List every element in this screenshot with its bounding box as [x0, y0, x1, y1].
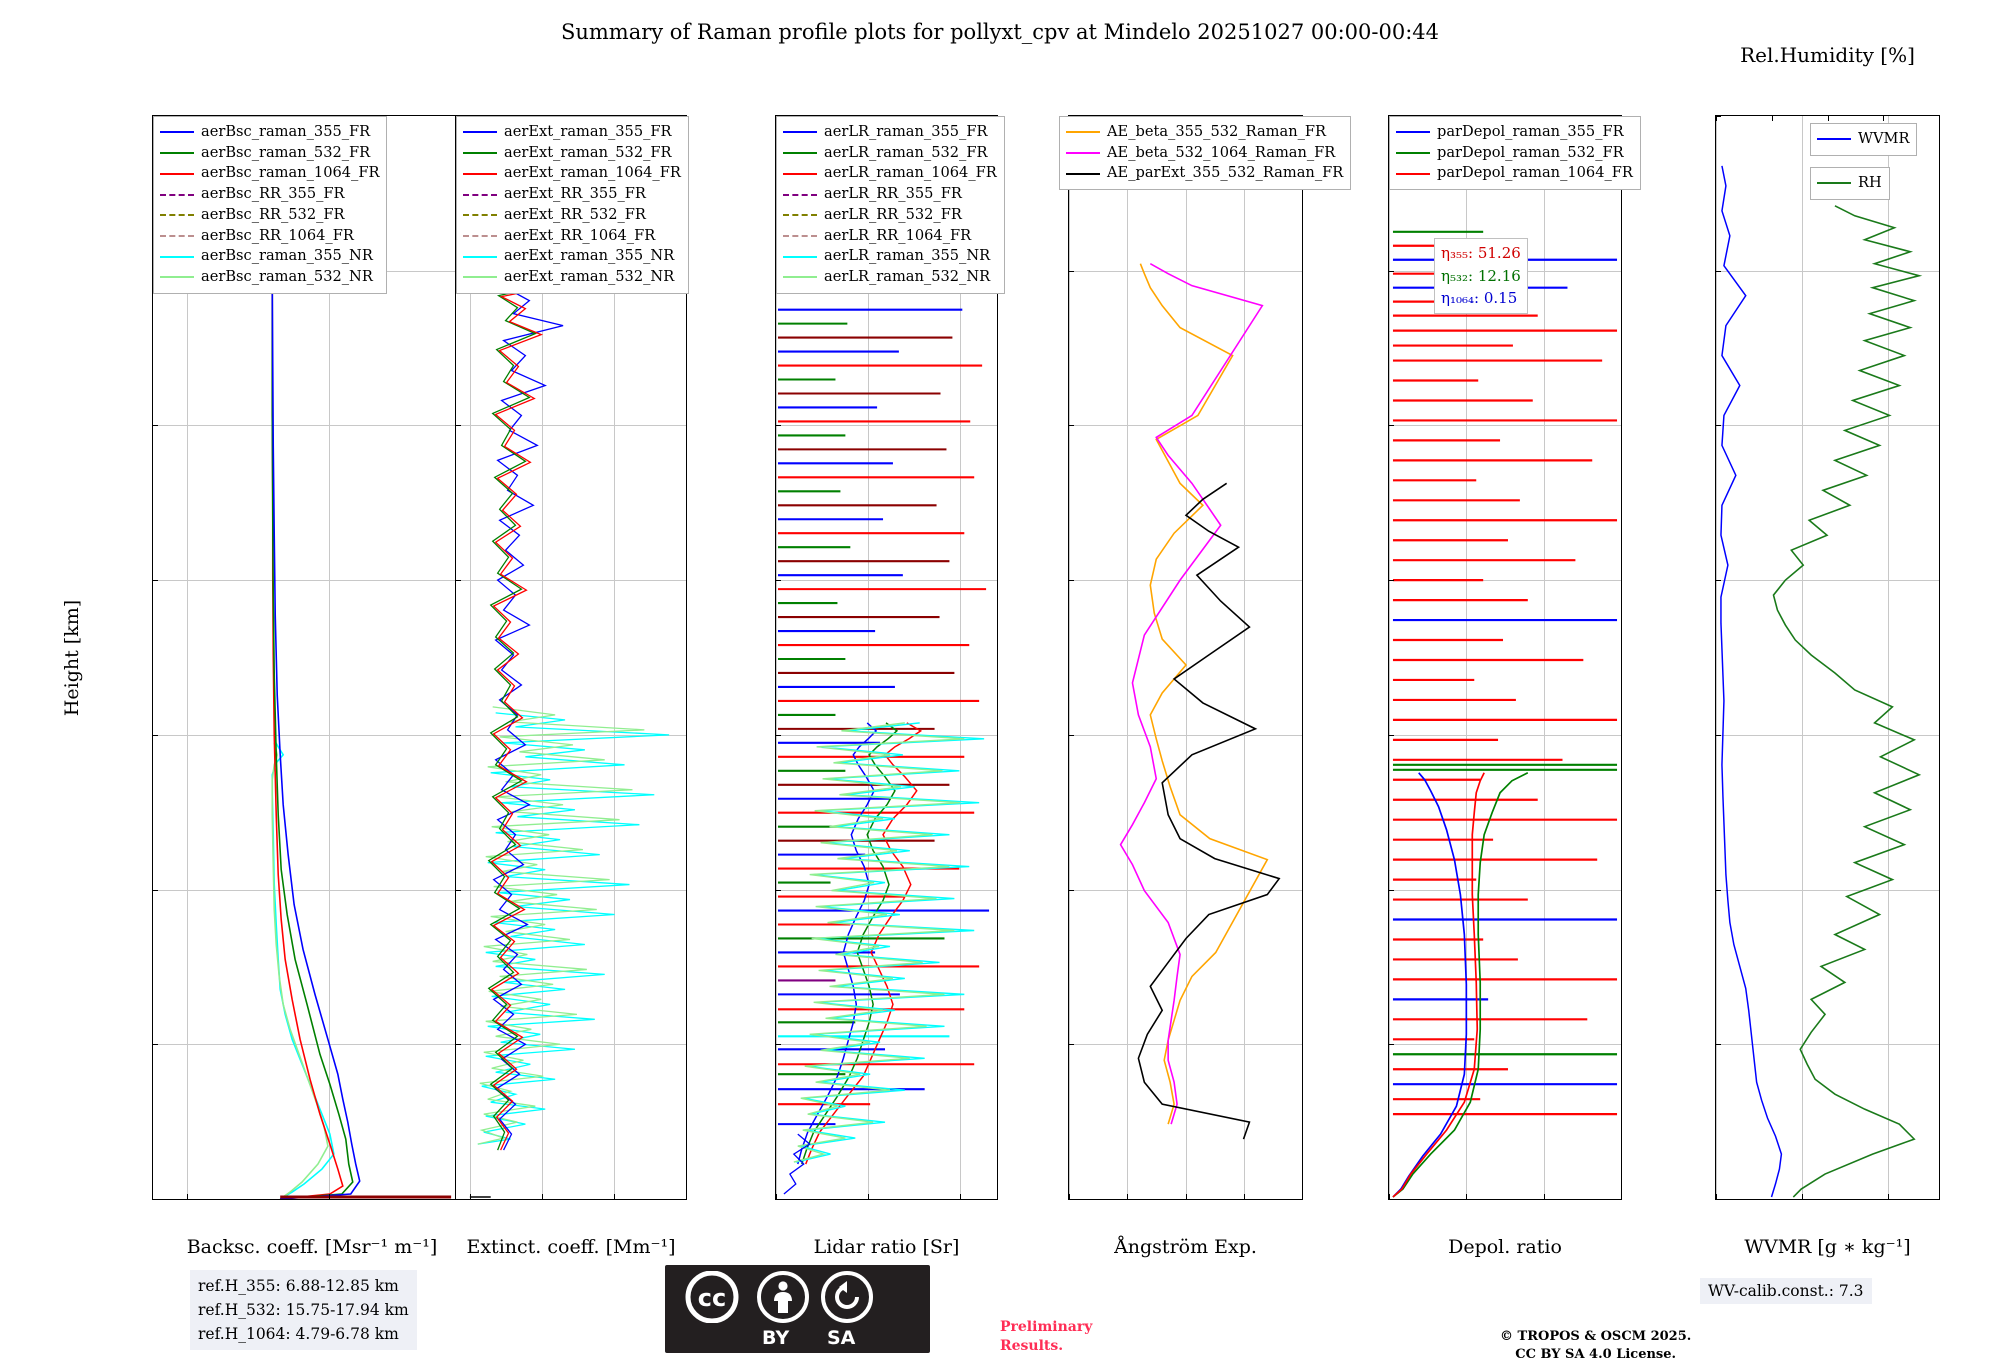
ref-h-355: ref.H_355: 6.88-12.85 km — [198, 1277, 399, 1295]
legend-label: aerBsc_RR_532_FR — [201, 205, 345, 223]
legend-line-icon — [463, 131, 497, 133]
legend-backscatter[interactable] — [153, 116, 387, 294]
legend-line-icon — [463, 214, 497, 216]
legend-item[interactable] — [1066, 143, 1343, 164]
cc-sa-label: SA — [827, 1327, 856, 1349]
legend-label: AE_beta_532_1064_Raman_FR — [1107, 143, 1336, 161]
legend-label: aerLR_raman_1064_FR — [824, 164, 997, 182]
legend-item[interactable] — [783, 205, 997, 226]
legend-label: aerBsc_raman_1064_FR — [201, 164, 380, 182]
legend-line-icon — [1817, 182, 1851, 184]
legend-item[interactable] — [160, 267, 379, 288]
legend-item[interactable] — [1396, 122, 1633, 143]
legend-line-icon — [1396, 131, 1430, 133]
depol-eta-annotation — [1434, 238, 1528, 314]
legend-wvmr[interactable] — [1810, 123, 1917, 156]
legend-item[interactable] — [783, 226, 997, 247]
legend-item[interactable] — [783, 143, 997, 164]
legend-label: RH — [1858, 174, 1882, 191]
legend-label: aerExt_raman_532_NR — [504, 268, 675, 286]
panel-wvmr-rh — [1715, 43, 1940, 1258]
legend-item[interactable] — [783, 184, 997, 205]
legend-line-icon — [463, 194, 497, 196]
legend-item[interactable] — [160, 246, 379, 267]
credit-line-2: CC BY SA 4.0 License. — [1515, 1346, 1677, 1362]
legend-line-icon — [783, 235, 817, 237]
xaxis-title-rel-humidity: Rel.Humidity [%] — [1740, 43, 1915, 67]
legend-label: aerExt_raman_532_FR — [504, 143, 672, 161]
legend-line-icon — [463, 173, 497, 175]
legend-label: AE_beta_355_532_Raman_FR — [1107, 123, 1327, 140]
legend-label: parDepol_raman_355_FR — [1437, 123, 1624, 140]
legend-item[interactable] — [783, 122, 997, 143]
legend-label: aerExt_raman_355_NR — [504, 247, 675, 265]
preliminary-line-2: Results. — [1000, 1337, 1064, 1354]
legend-label: aerBsc_RR_1064_FR — [201, 226, 354, 244]
legend-item[interactable] — [160, 226, 379, 247]
legend-line-icon — [160, 131, 194, 133]
legend-line-icon — [463, 152, 497, 154]
legend-extinction[interactable] — [456, 116, 689, 294]
legend-item[interactable] — [1066, 163, 1343, 184]
by-person-icon — [757, 1271, 809, 1323]
legend-line-icon — [783, 214, 817, 216]
legend-line-icon — [783, 194, 817, 196]
xaxis-title-depolarization: Depol. ratio — [1448, 1236, 1562, 1258]
panel-extinction — [455, 115, 687, 1258]
plot-area-angstrom[interactable] — [1068, 115, 1303, 1200]
legend-line-icon — [783, 131, 817, 133]
xaxis-title-lidar-ratio: Lidar ratio [Sr] — [813, 1236, 960, 1258]
legend-item[interactable] — [463, 163, 681, 184]
legend-item[interactable] — [1396, 143, 1633, 164]
legend-line-icon — [160, 194, 194, 196]
legend-label: aerLR_raman_532_FR — [824, 143, 988, 161]
legend-item[interactable] — [783, 267, 997, 288]
legend-item[interactable] — [463, 226, 681, 247]
sa-share-alike-icon — [821, 1271, 873, 1323]
plot-area-wvmr-rh[interactable] — [1715, 115, 1940, 1200]
cc-by-label: BY — [762, 1327, 790, 1349]
page-title: Summary of Raman profile plots for pollyxt_cpv at Mindelo 20251027 00:00-00:44 — [560, 20, 1440, 44]
legend-label: aerExt_raman_1064_FR — [504, 164, 681, 182]
legend-item[interactable] — [463, 205, 681, 226]
legend-line-icon — [783, 276, 817, 278]
xaxis-title-extinction: Extinct. coeff. [Mm⁻¹] — [466, 1236, 676, 1258]
legend-label: aerBsc_raman_355_NR — [201, 247, 373, 265]
legend-label: aerLR_raman_355_NR — [824, 247, 991, 265]
legend-item[interactable] — [1817, 173, 1882, 194]
credit-line-1: © TROPOS & OSCM 2025. — [1500, 1329, 1692, 1344]
legend-item[interactable] — [463, 122, 681, 143]
y-axis-title: Height [km] — [61, 599, 84, 716]
panel-angstrom — [1068, 115, 1344, 1258]
legend-line-icon — [160, 152, 194, 154]
legend-line-icon — [1066, 173, 1100, 175]
legend-label: aerExt_raman_355_FR — [504, 123, 672, 140]
legend-line-icon — [783, 152, 817, 154]
eta-1064-value: η₁₀₆₄: 0.15 — [1441, 289, 1518, 307]
cc-license-badge[interactable] — [665, 1265, 930, 1353]
panel-lidar-ratio — [775, 115, 998, 1258]
curves-wvmr-rh — [1716, 116, 1939, 1199]
legend-item[interactable] — [463, 184, 681, 205]
legend-item[interactable] — [1396, 163, 1633, 184]
legend-label: aerExt_RR_355_FR — [504, 185, 646, 203]
legend-label: parDepol_raman_1064_FR — [1437, 164, 1633, 182]
legend-item[interactable] — [1817, 129, 1909, 150]
legend-line-icon — [783, 256, 817, 258]
legend-label: aerLR_RR_532_FR — [824, 205, 962, 223]
legend-angstrom[interactable] — [1059, 116, 1351, 190]
xaxis-title-wvmr: WVMR [g ∗ kg⁻¹] — [1744, 1236, 1911, 1258]
legend-label: aerBsc_raman_532_NR — [201, 268, 373, 286]
panel-depolarization — [1388, 115, 1633, 1258]
legend-line-icon — [1817, 138, 1851, 140]
legend-label: AE_parExt_355_532_Raman_FR — [1107, 164, 1344, 182]
panel-backscatter — [152, 115, 472, 1258]
legend-label: aerLR_RR_1064_FR — [824, 226, 972, 244]
preliminary-results-note — [1000, 1318, 1092, 1356]
legend-item[interactable] — [160, 122, 379, 143]
legend-line-icon — [1066, 152, 1100, 154]
legend-line-icon — [160, 214, 194, 216]
legend-lidar-ratio[interactable] — [776, 116, 1005, 294]
legend-line-icon — [1066, 131, 1100, 133]
legend-item[interactable] — [160, 184, 379, 205]
preliminary-line-1: Preliminary — [1000, 1319, 1093, 1335]
ref-h-1064: ref.H_1064: 4.79-6.78 km — [198, 1325, 399, 1344]
legend-label: aerBsc_RR_355_FR — [201, 185, 345, 203]
legend-label: aerExt_RR_1064_FR — [504, 226, 656, 244]
xaxis-title-angstrom: Ångström Exp. — [1114, 1236, 1257, 1258]
legend-label: aerLR_RR_355_FR — [824, 185, 962, 203]
eta-532-value: η₅₃₂: 12.16 — [1441, 266, 1521, 285]
legend-item[interactable] — [783, 246, 997, 267]
xaxis-title-backscatter: Backsc. coeff. [Msr⁻¹ m⁻¹] — [186, 1236, 438, 1258]
ref-h-532: ref.H_532: 15.75-17.94 km — [198, 1301, 409, 1320]
legend-line-icon — [160, 235, 194, 237]
legend-line-icon — [160, 256, 194, 258]
legend-item[interactable] — [1066, 122, 1343, 143]
copyright-credit — [1500, 1328, 1691, 1363]
legend-item[interactable] — [160, 143, 379, 164]
legend-label: WVMR — [1858, 130, 1910, 147]
legend-line-icon — [463, 235, 497, 237]
legend-line-icon — [160, 173, 194, 175]
eta-355-value: η₃₅₅: 51.26 — [1441, 244, 1521, 262]
legend-item[interactable] — [463, 143, 681, 164]
cc-logo-icon — [675, 1271, 749, 1323]
legend-depolarization[interactable] — [1389, 116, 1641, 190]
legend-line-icon — [463, 276, 497, 278]
wv-calibration-constant: WV-calib.const.: 7.3 — [1700, 1278, 1872, 1304]
svg-text:cc: cc — [697, 1284, 727, 1312]
legend-item[interactable] — [160, 205, 379, 226]
legend-item[interactable] — [160, 163, 379, 184]
legend-item[interactable] — [783, 163, 997, 184]
legend-label: aerLR_raman_355_FR — [824, 123, 988, 140]
legend-line-icon — [1396, 152, 1430, 154]
legend-label: aerLR_raman_532_NR — [824, 268, 991, 286]
reference-height-box — [190, 1270, 417, 1350]
legend-item[interactable] — [463, 267, 681, 288]
legend-line-icon — [463, 256, 497, 258]
legend-line-icon — [160, 276, 194, 278]
legend-rh[interactable] — [1810, 167, 1890, 200]
plot-area-depolarization[interactable] — [1388, 115, 1622, 1200]
legend-label: parDepol_raman_532_FR — [1437, 143, 1624, 161]
curves-angstrom — [1069, 116, 1302, 1199]
legend-line-icon — [1396, 173, 1430, 175]
legend-line-icon — [783, 173, 817, 175]
legend-label: aerBsc_raman_532_FR — [201, 143, 371, 161]
legend-label: aerBsc_raman_355_FR — [201, 123, 371, 140]
legend-item[interactable] — [463, 246, 681, 267]
legend-label: aerExt_RR_532_FR — [504, 205, 646, 223]
